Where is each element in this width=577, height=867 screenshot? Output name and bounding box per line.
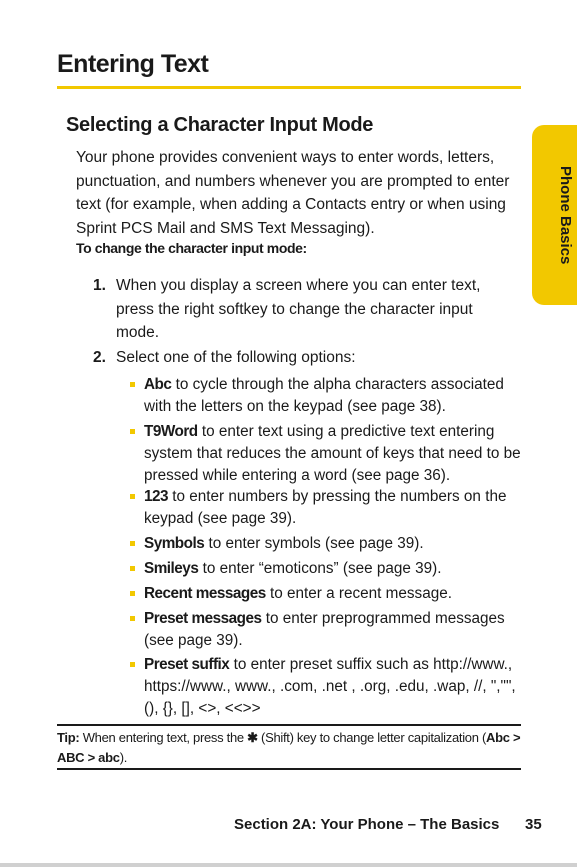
option-term: T9Word xyxy=(144,423,198,440)
page-number: 35 xyxy=(525,816,542,833)
tip-sequence: Abc > ABC > abc xyxy=(57,730,521,765)
option-desc: to enter preset suffix such as http://www., https://www., www., .com, .net , .org, .edu, .wap, //, ","", (), {}, [], <>, <<>> xyxy=(144,656,516,717)
bullet-icon xyxy=(130,494,135,499)
step-text: When you display a screen where you can enter text, press the right softkey to change the character input mode. xyxy=(116,277,481,341)
option-term: Recent messages xyxy=(144,585,266,602)
intro-paragraph: Your phone provides convenient ways to enter words, letters, punctuation, and numbers whenever you are prompted to enter text (for example, when adding a Contacts entry or when using Sprint PCS Mail and SMS Text Messaging). xyxy=(76,149,510,237)
side-tab-label: Phone Basics xyxy=(557,165,574,265)
bullet-icon xyxy=(130,616,135,621)
option-desc: to enter numbers by pressing the numbers on the keypad (see page 39). xyxy=(144,488,507,527)
bullet-icon xyxy=(130,541,135,546)
tip-bottom-rule xyxy=(57,768,521,770)
procedure-label: To change the character input mode: xyxy=(76,240,307,256)
title-underline xyxy=(57,86,521,89)
option-desc: to cycle through the alpha characters associated with the letters on the keypad (see page 38). xyxy=(144,376,504,415)
bullet-icon xyxy=(130,566,135,571)
option-term: Preset suffix xyxy=(144,656,230,673)
page-edge xyxy=(0,863,577,867)
footer-section: Section 2A: Your Phone – The Basics xyxy=(234,816,500,833)
bullet-icon xyxy=(130,429,135,434)
option-desc: to enter symbols (see page 39). xyxy=(204,535,424,552)
option-term: 123 xyxy=(144,488,169,505)
page-title: Entering Text xyxy=(57,50,209,78)
section-heading: Selecting a Character Input Mode xyxy=(66,114,374,136)
side-tab xyxy=(532,125,577,305)
step-number: 1. xyxy=(93,277,106,294)
step-number: 2. xyxy=(93,349,106,366)
option-desc: to enter text using a predictive text entering system that reduces the amount of keys that need to be pressed while entering a word (see page 36). xyxy=(144,423,521,484)
tip-text: When entering text, press the xyxy=(79,730,248,745)
tip-top-rule xyxy=(57,724,521,726)
tip-text: (Shift) key to change letter capitalization ( xyxy=(257,730,486,745)
option-term: Symbols xyxy=(144,535,205,552)
asterisk-key-icon: ✱ xyxy=(247,730,258,745)
option-desc: to enter preprogrammed messages (see page 39). xyxy=(144,610,505,649)
option-term: Smileys xyxy=(144,560,199,577)
option-desc: to enter “emoticons” (see page 39). xyxy=(198,560,442,577)
step-text: Select one of the following options: xyxy=(116,349,356,366)
option-desc: to enter a recent message. xyxy=(265,585,452,602)
bullet-icon xyxy=(130,591,135,596)
bullet-icon xyxy=(130,382,135,387)
option-term: Preset messages xyxy=(144,610,262,627)
option-term: Abc xyxy=(144,376,172,393)
bullet-icon xyxy=(130,662,135,667)
tip-label: Tip: xyxy=(57,730,80,745)
tip-box xyxy=(57,728,521,768)
tip-text: ). xyxy=(119,750,128,765)
